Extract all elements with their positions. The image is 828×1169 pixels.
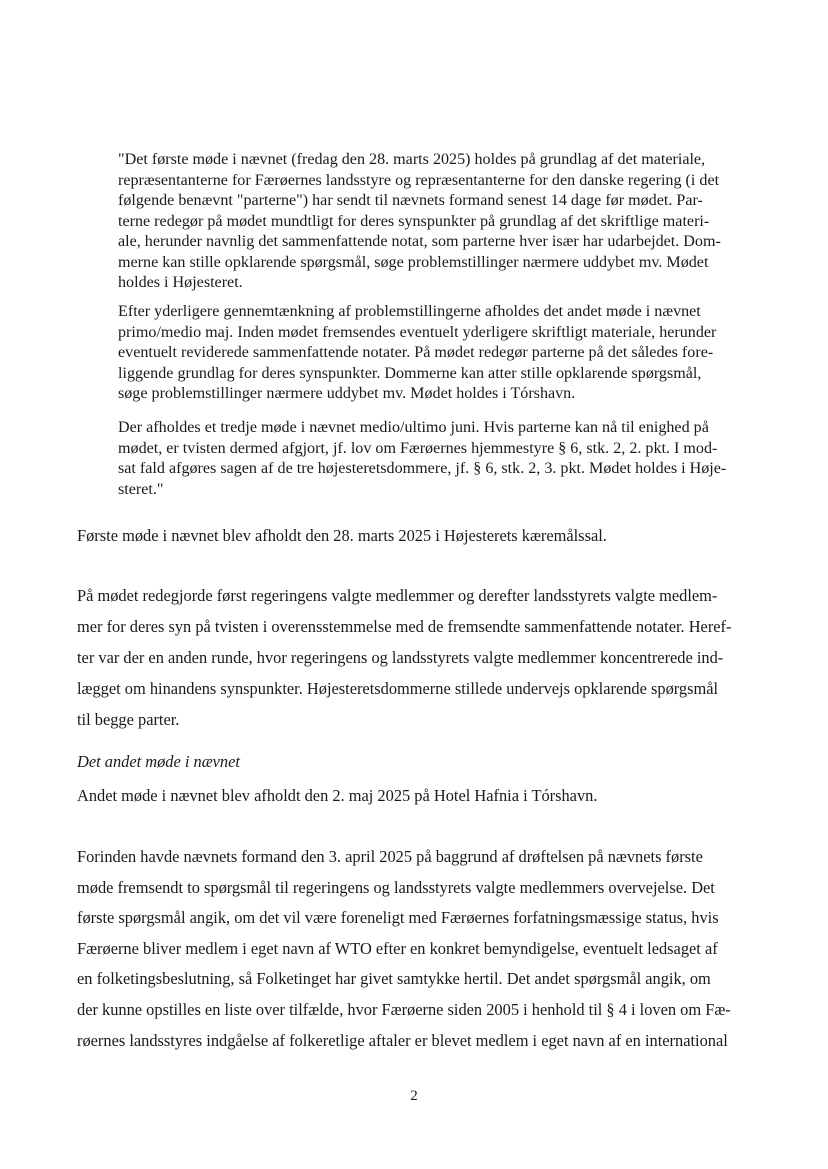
- text-line: første spørgsmål angik, om det vil være foreneligt med Færøernes forfatningsmæssige status, hvis: [77, 908, 719, 928]
- paragraph-second-meeting: [77, 785, 749, 807]
- text-line: Første møde i nævnet blev afholdt den 28. marts 2025 i Højesterets kæremålssal.: [77, 526, 607, 545]
- text-line: terne redegør på mødet mundtligt for deres synspunkter på grundlag af det skriftlige materi-: [118, 212, 710, 230]
- text-line: Der afholdes et tredje møde i nævnet medio/ultimo juni. Hvis parterne kan nå til enighed på: [118, 419, 709, 436]
- text-line: mødet, er tvisten dermed afgjort, jf. lov om Færøernes hjemmestyre § 6, stk. 2, 2. pkt. I mod-: [118, 439, 718, 457]
- text-line: røernes landsstyres indgåelse af folkeretlige aftaler er blevet medlem i eget navn af en international: [77, 1030, 728, 1050]
- text-line: "Det første møde i nævnet (fredag den 28. marts 2025) holdes på grundlag af det materiale,: [118, 151, 706, 168]
- text-line: eventuelt reviderede sammenfattende notater. På mødet redegør parterne på det således fore-: [118, 344, 714, 361]
- text-line: Færøerne bliver medlem i eget navn af WTO efter en konkret bemyndigelse, eventuelt ledsaget af: [77, 938, 718, 958]
- text-line: søge problemstillinger nærmere uddybet mv. Mødet holdes i Tórshavn.: [118, 385, 576, 402]
- quote-paragraph-second-meeting: [118, 302, 750, 405]
- page-number: 2: [410, 1088, 418, 1104]
- text-line: holdes i Højesteret.: [118, 274, 243, 291]
- text-line: ter var der en anden runde, hvor regeringens og landsstyrets valgte medlemmer koncentrerede ind-: [77, 648, 724, 667]
- text-line: liggende grundlag for deres synspunkter. Dommerne kan atter stille opklarende spørgsmål,: [118, 364, 702, 382]
- text-line: en folketingsbeslutning, så Folketinget har givet samtykke hertil. Det andet spørgsmål angik, om: [77, 969, 711, 989]
- text-line: til begge parter.: [77, 710, 180, 729]
- quote-paragraph-first-meeting: [118, 150, 750, 294]
- paragraph-questions: [77, 842, 749, 1056]
- text-line: repræsentanterne for Færøernes landsstyre og repræsentanterne for den danske regering (i det: [118, 171, 720, 189]
- quote-paragraph-third-meeting: [118, 418, 750, 500]
- text-line: merne kan stille opklarende spørgsmål, søge problemstillinger nærmere uddybet mv. Mødet: [118, 253, 709, 271]
- text-line: mer for deres syn på tvisten i overensstemmelse med de fremsendte sammenfattende notater. Heref-: [77, 617, 732, 636]
- text-line: Forinden havde nævnets formand den 3. april 2025 på baggrund af drøftelsen på nævnets første: [77, 847, 703, 866]
- text-line: følgende benævnt "parterne") har sendt til nævnets formand senest 14 dage før mødet. Par-: [118, 192, 703, 209]
- text-line: der kunne opstilles en liste over tilfælde, hvor Færøerne siden 2005 i henhold til § 4 i loven om Fæ-: [77, 999, 731, 1019]
- text-line: ale, herunder navnlig det sammenfattende notat, som parterne hver især har udarbejdet. Dom-: [118, 233, 721, 250]
- paragraph-presentation: [77, 580, 749, 735]
- text-line: sat fald afgøres sagen af de tre højesteretsdommere, jf. § 6, stk. 2, 3. pkt. Mødet holdes i Høje-: [118, 460, 727, 477]
- section-heading: Det andet møde i nævnet: [77, 752, 240, 771]
- text-line: møde fremsendt to spørgsmål til regeringens og landsstyrets valgte medlemmers overvejelse. Det: [77, 877, 715, 897]
- text-line: lægget om hinandens synspunkter. Højesteretsdommerne stillede undervejs opklarende spørgsmål: [77, 679, 719, 698]
- text-line: Andet møde i nævnet blev afholdt den 2. maj 2025 på Hotel Hafnia i Tórshavn.: [77, 786, 598, 805]
- paragraph-first-meeting: [77, 525, 749, 547]
- text-line: Efter yderligere gennemtænkning af problemstillingerne afholdes det andet møde i nævnet: [118, 303, 701, 320]
- text-line: steret.": [118, 480, 164, 498]
- text-line: På mødet redegjorde først regeringens valgte medlemmer og derefter landsstyrets valgte medlem-: [77, 586, 718, 605]
- text-line: primo/medio maj. Inden mødet fremsendes eventuelt yderligere skriftligt materiale, herunder: [118, 323, 717, 341]
